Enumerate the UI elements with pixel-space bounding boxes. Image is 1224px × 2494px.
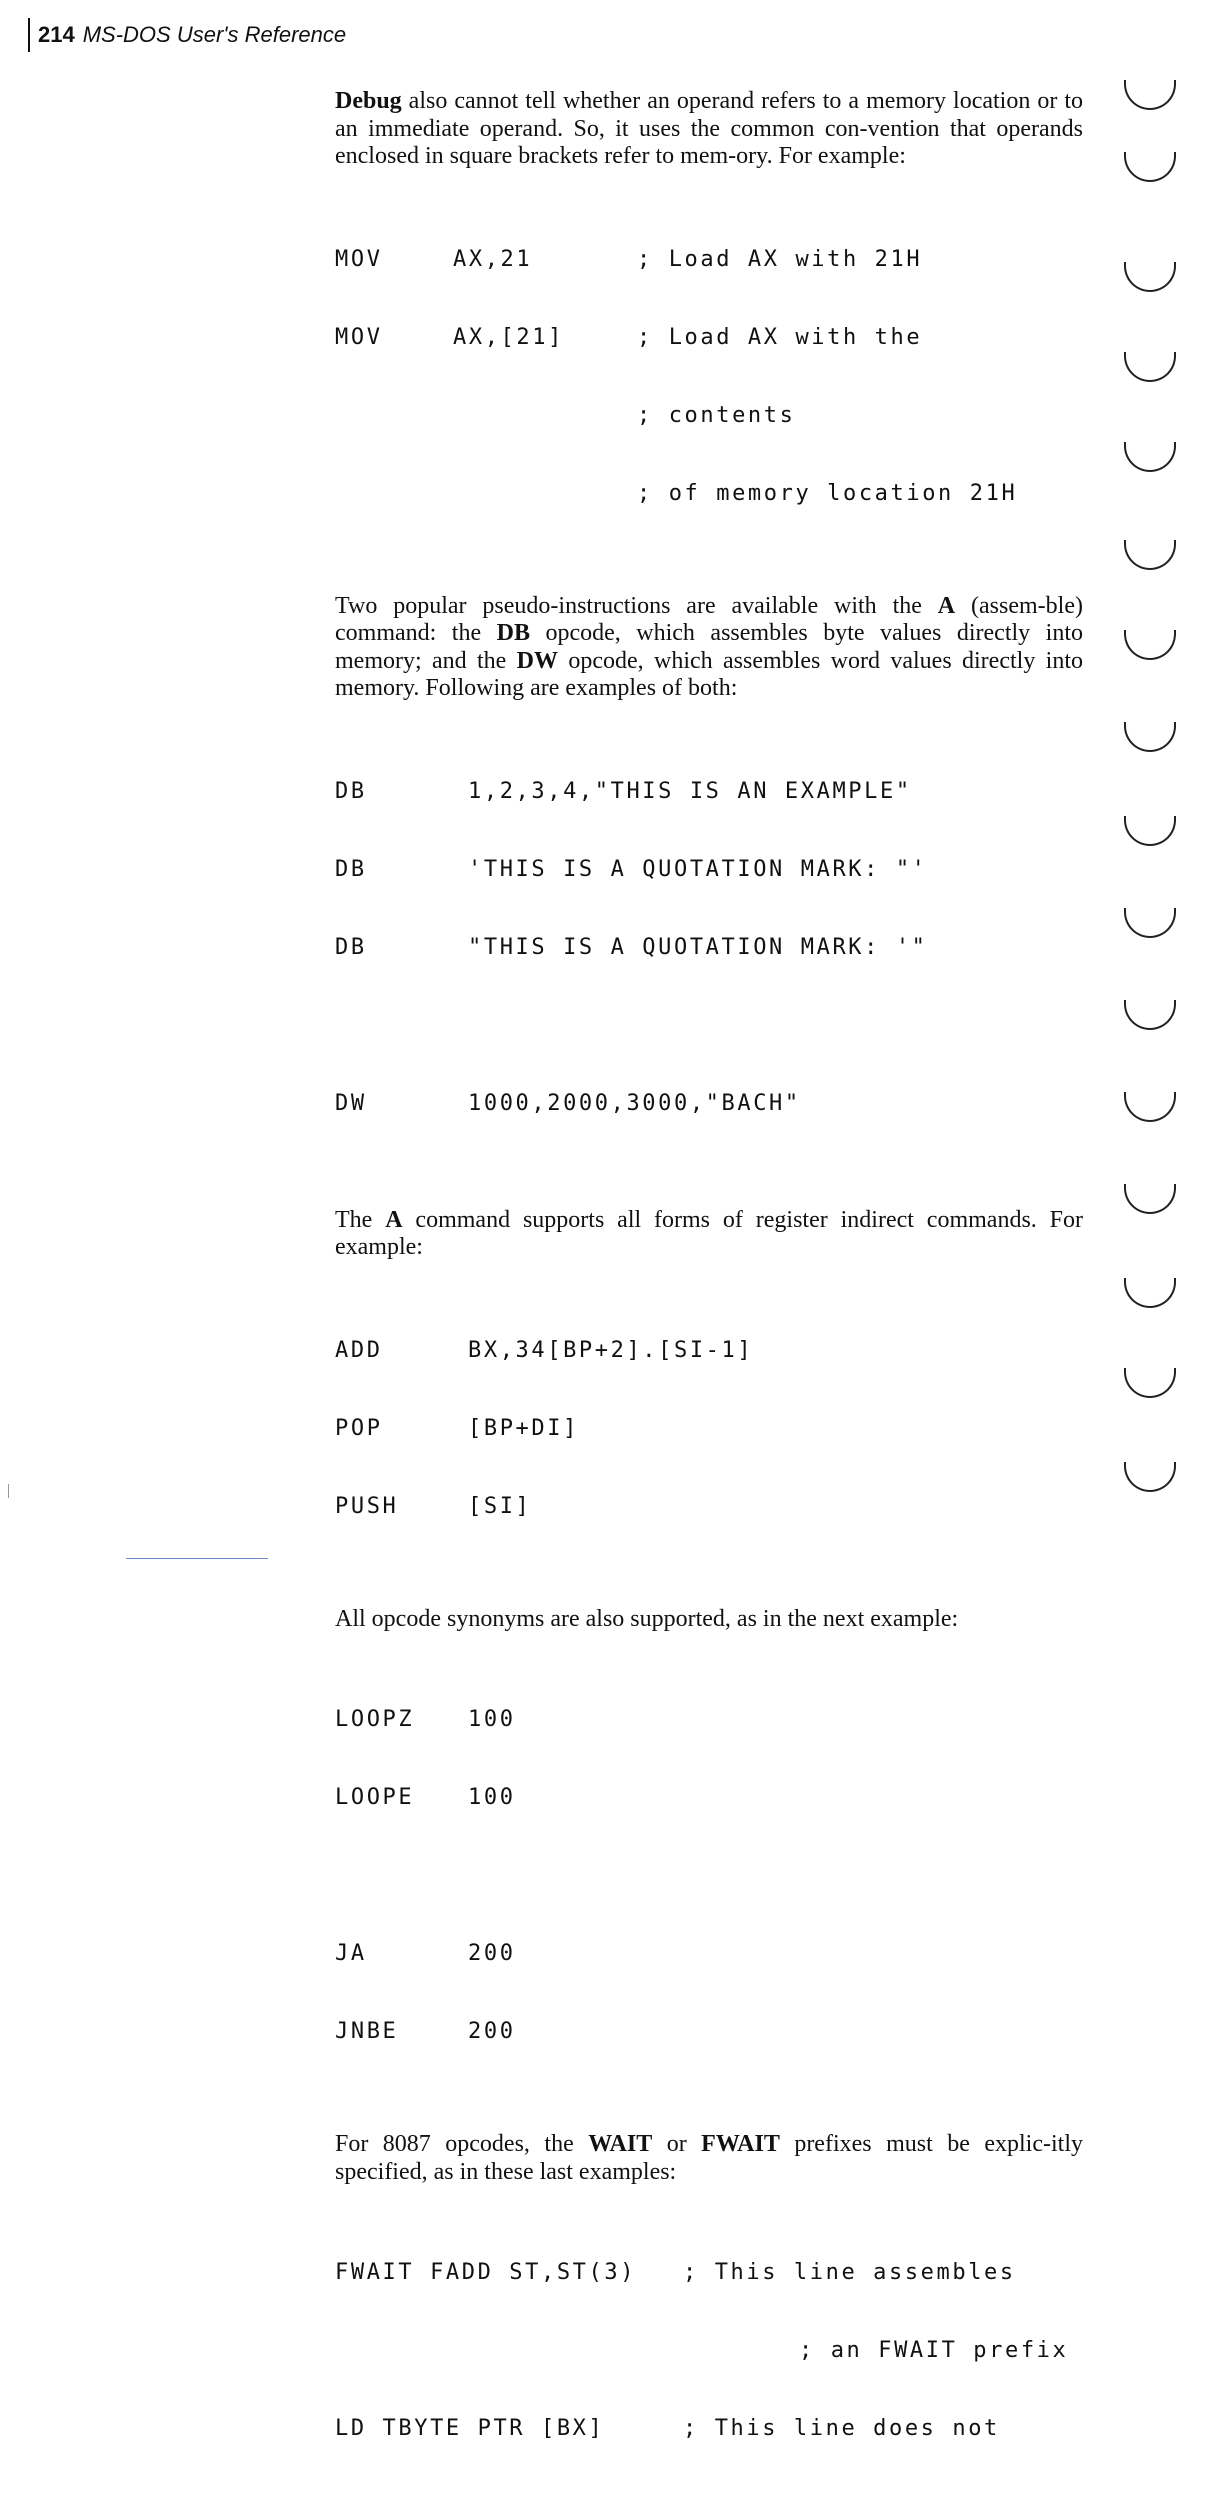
binder-hole [1124, 630, 1176, 660]
code-block-dw [335, 1039, 1083, 1169]
binder-hole [1124, 722, 1176, 752]
binder-hole [1124, 442, 1176, 472]
binder-hole [1124, 352, 1176, 382]
code-block-jump [335, 1889, 1083, 2097]
paragraph-8087-opcodes: For 8087 opcodes, the WAIT or FWAIT prefixes must be explic-itly specified, as in these last examples: [335, 2131, 1083, 2185]
code-line: MOV AX,21 ; Load AX with 21H [335, 246, 923, 272]
binder-hole [1124, 1278, 1176, 1308]
code-line: POP [BP+DI] [335, 1415, 579, 1441]
code-line: ; an FWAIT prefix [799, 2338, 1069, 2363]
binder-hole [1124, 1092, 1176, 1122]
running-header [28, 18, 346, 52]
code-line: ADD BX,34[BP+2].[SI-1] [335, 1337, 754, 1363]
code-block-mov [335, 195, 1083, 559]
page-body [335, 88, 1083, 2494]
code-block-indirect [335, 1286, 1083, 1572]
scan-mark [8, 1484, 9, 1498]
paragraph-pseudo-instructions: Two popular pseudo-instructions are available with the A (assem-ble) command: the DB opcode, which assembles byte values directly into memory; and the DW opcode, which assembles word values directly into memory. Following are examples of both: [335, 592, 1083, 701]
code-line: LOOPE 100 [335, 1785, 516, 1810]
code-block-loop [335, 1655, 1083, 1863]
code-line: PUSH [SI] [335, 1493, 532, 1519]
code-line: ; contents [637, 402, 796, 428]
code-line: LOOPZ 100 [335, 1707, 516, 1732]
code-line: MOV AX,[21] ; Load AX with the [335, 324, 923, 350]
paragraph-debug-operands: Debug also cannot tell whether an operand refers to a memory location or to an immediate operand. So, it uses the common con-vention that operands enclosed in square brackets refer to mem-ory. For example: [335, 88, 1083, 169]
code-line: JNBE 200 [335, 2019, 516, 2044]
binder-hole [1124, 1462, 1176, 1492]
code-line: DB 'THIS IS A QUOTATION MARK: "' [335, 856, 928, 882]
paragraph-synonyms: All opcode synonyms are also supported, as in the next example: [335, 1605, 959, 1632]
book-title: MS-DOS User's Reference [82, 22, 347, 47]
binder-hole [1124, 80, 1176, 110]
binder-hole [1124, 816, 1176, 846]
code-block-db [335, 727, 1083, 1013]
binder-hole [1124, 540, 1176, 570]
code-block-fwait [335, 2208, 1083, 2494]
binder-hole [1124, 908, 1176, 938]
binder-hole [1124, 1184, 1176, 1214]
code-line: DB 1,2,3,4,"THIS IS AN EXAMPLE" [335, 778, 912, 804]
code-line: DW 1000,2000,3000,"BACH" [335, 1090, 801, 1116]
page-number: 214 [38, 22, 75, 47]
paragraph-register-indirect: The A command supports all forms of register indirect commands. For example: [335, 1206, 1084, 1260]
code-line: DB "THIS IS A QUOTATION MARK: '" [335, 934, 928, 960]
code-line: FWAIT FADD ST,ST(3) ; This line assembles [335, 2260, 1016, 2285]
binder-hole [1124, 1000, 1176, 1030]
footer-rule [126, 1558, 268, 1559]
code-line: JA 200 [335, 1941, 516, 1966]
code-line: ; of memory location 21H [637, 480, 1018, 506]
code-line: LD TBYTE PTR [BX] ; This line does not [335, 2416, 1000, 2441]
binder-hole [1124, 152, 1176, 182]
bold-term: Debug [335, 88, 402, 114]
binder-hole [1124, 1368, 1176, 1398]
binder-hole [1124, 262, 1176, 292]
